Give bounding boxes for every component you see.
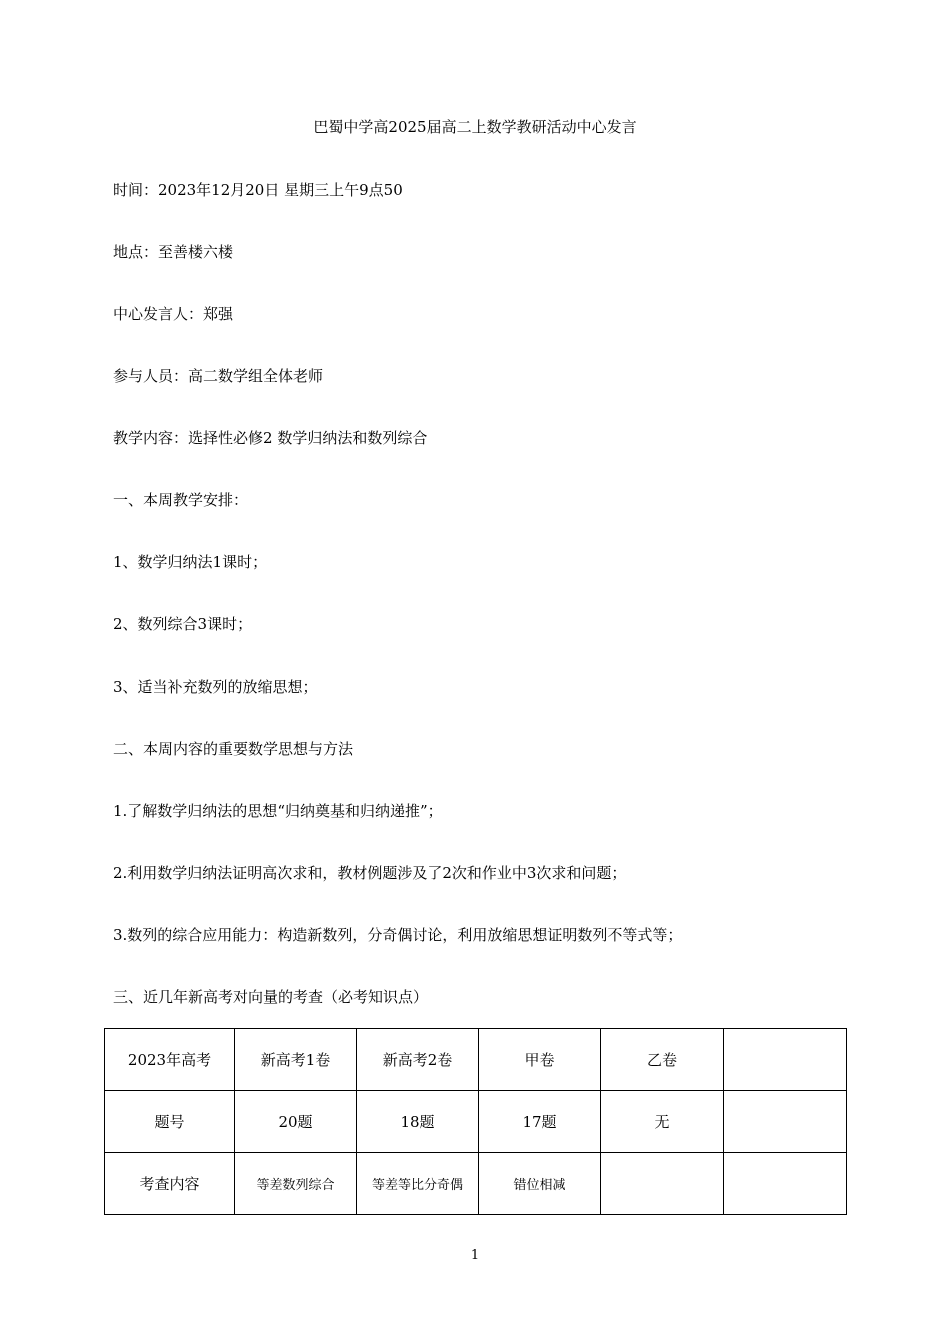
meta-time: 时间：2023年12月20日 星期三上午9点50 <box>113 181 403 199</box>
table-cell: 等差等比分奇偶 <box>357 1153 479 1215</box>
table-cell: 等差数列综合 <box>235 1153 357 1215</box>
table-cell: 错位相减 <box>479 1153 601 1215</box>
table-cell: 20题 <box>235 1091 357 1153</box>
meta-speaker: 中心发言人：郑强 <box>113 305 234 323</box>
table-cell <box>724 1091 847 1153</box>
section3-heading: 三、近几年新高考对向量的考查（必考知识点） <box>113 988 429 1006</box>
table-cell <box>724 1029 847 1091</box>
table-cell <box>724 1153 847 1215</box>
table-row <box>105 1029 847 1091</box>
table-cell: 新高考1卷 <box>235 1029 357 1091</box>
table-cell: 甲卷 <box>479 1029 601 1091</box>
table-cell: 题号 <box>105 1091 235 1153</box>
section1-item: 1、数学归纳法1课时； <box>113 553 268 571</box>
section1-item: 3、适当补充数列的放缩思想； <box>113 678 318 696</box>
section2-heading: 二、本周内容的重要数学思想与方法 <box>113 740 354 758</box>
section1-item: 2、数列综合3课时； <box>113 615 253 633</box>
table-cell: 18题 <box>357 1091 479 1153</box>
page-number: 1 <box>470 1248 480 1263</box>
meta-participants: 参与人员：高二数学组全体老师 <box>113 367 324 385</box>
meta-content: 教学内容：选择性必修2 数学归纳法和数列综合 <box>113 429 428 447</box>
table-cell: 新高考2卷 <box>357 1029 479 1091</box>
table-cell: 乙卷 <box>601 1029 724 1091</box>
table-cell: 2023年高考 <box>105 1029 235 1091</box>
document-title: 巴蜀中学高2025届高二上数学教研活动中心发言 <box>313 118 637 136</box>
section2-item: 2.利用数学归纳法证明高次求和，教材例题涉及了2次和作业中3次求和问题； <box>113 864 627 882</box>
meta-place: 地点：至善楼六楼 <box>113 243 234 261</box>
section2-item: 1.了解数学归纳法的思想“归纳奠基和归纳递推”； <box>113 802 443 820</box>
exam-table <box>104 1028 847 1215</box>
table-cell: 17题 <box>479 1091 601 1153</box>
table-cell: 无 <box>601 1091 724 1153</box>
table-cell <box>601 1153 724 1215</box>
table-row <box>105 1153 847 1215</box>
table-cell: 考查内容 <box>105 1153 235 1215</box>
section1-heading: 一、本周教学安排： <box>113 491 249 509</box>
section2-item: 3.数列的综合应用能力：构造新数列，分奇偶讨论，利用放缩思想证明数列不等式等； <box>113 926 683 944</box>
table-row <box>105 1091 847 1153</box>
